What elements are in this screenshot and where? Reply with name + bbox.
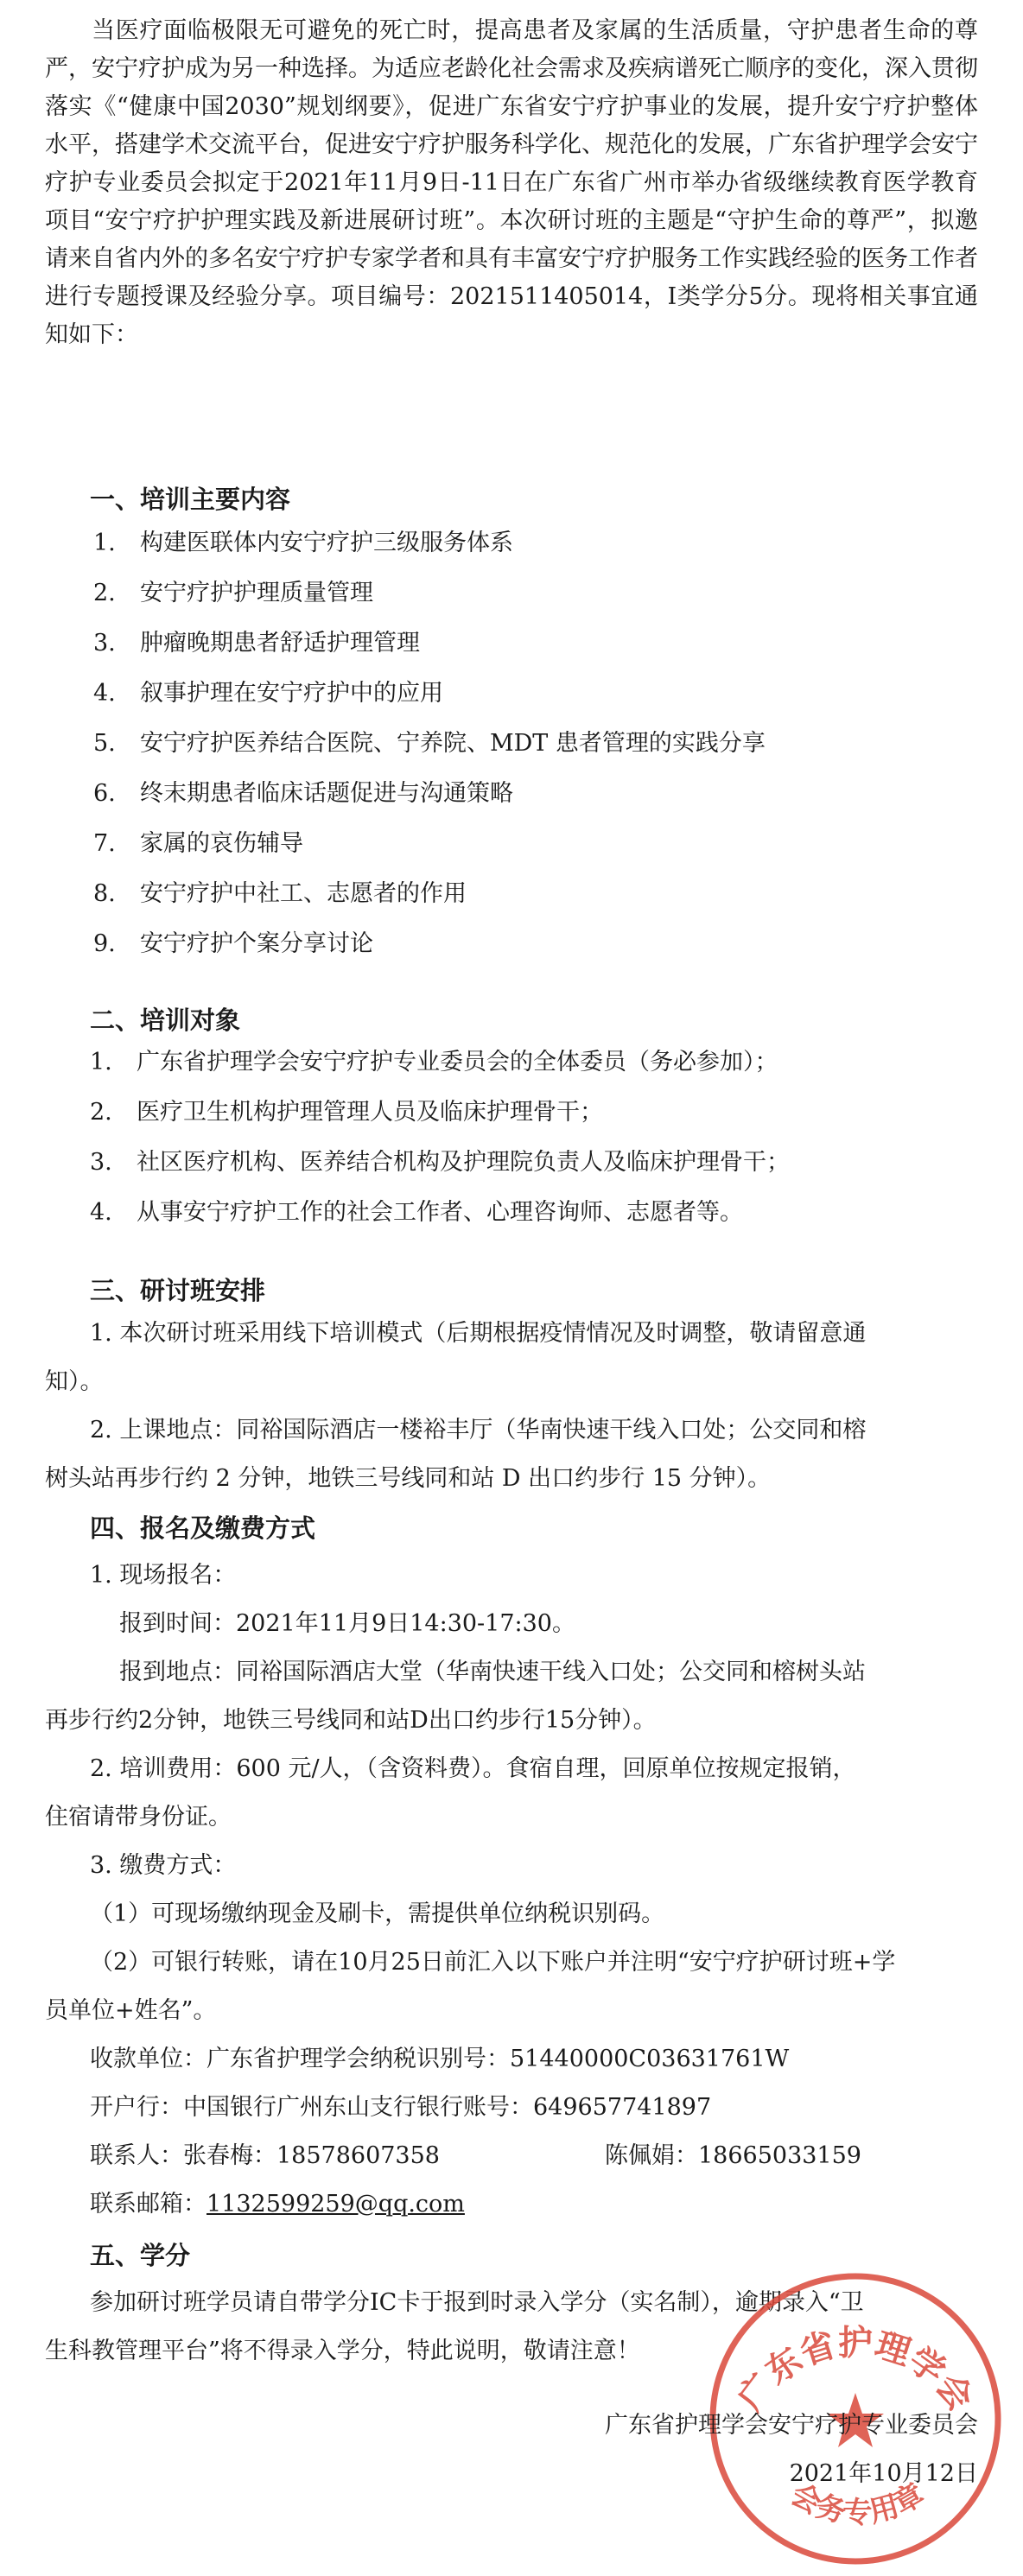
section1-list-item — [93, 930, 373, 959]
section3-p2-line2: 树头站再步行约 2 分钟，地铁三号线同和站 D 出口约步行 15 分钟）。 — [45, 1465, 772, 1492]
payment-option-1: （1）可现场缴纳现金及刷卡，需提供单位纳税识别码。 — [90, 1900, 665, 1927]
section3-p1-line1: 1. 本次研讨班采用线下培训模式（后期根据疫情情况及时调整，敬请留意通 — [90, 1320, 867, 1347]
contact-email-row — [90, 2190, 465, 2219]
contact-person-2: 陈佩娟：18665033159 — [605, 2142, 861, 2169]
section3-p2-line1: 2. 上课地点：同裕国际酒店一楼裕丰厅（华南快速干线入口处；公交同和榕 — [90, 1417, 867, 1443]
seal-text-top: 广东省护理学会 — [729, 2322, 982, 2419]
payee-info: 收款单位：广东省护理学会纳税识别号：51440000C03631761W — [90, 2046, 790, 2072]
section2-list-item — [90, 1198, 743, 1228]
section1-list-item-text: 构建医联体内安宁疗护三级服务体系 — [140, 530, 513, 556]
section5-line2: 生科教管理平台”将不得录入学分，特此说明，敬请注意！ — [45, 2338, 640, 2364]
section1-list-item — [93, 879, 467, 909]
section1-list-item — [93, 729, 766, 758]
section2-list-item-text: 医疗卫生机构护理管理人员及临床护理骨干； — [137, 1099, 603, 1126]
seal-text-bottom: 会务专用章 — [785, 2477, 931, 2531]
contact-email-link[interactable]: 1132599259@qq.com — [207, 2191, 465, 2218]
section1-list-item-text: 叙事护理在安宁疗护中的应用 — [140, 680, 443, 707]
section3-p1-line2: 知）。 — [45, 1368, 104, 1395]
section1-title: 一、培训主要内容 — [90, 485, 291, 514]
section1-list-item-text: 安宁疗护护理质量管理 — [140, 580, 373, 606]
section1-list-item-number: 8. — [93, 880, 116, 907]
signature-date: 2021年10月12日 — [789, 2460, 978, 2487]
section2-list-item — [90, 1048, 778, 1077]
section1-list-item — [93, 529, 513, 558]
section1-list-item-number: 9. — [93, 930, 116, 957]
section1-list-item-number: 5. — [93, 730, 116, 757]
contact-person-1: 联系人：张春梅：18578607358 — [90, 2142, 440, 2169]
section2-list-item-text: 广东省护理学会安宁疗护专业委员会的全体委员（务必参加）； — [137, 1049, 778, 1075]
section1-list-item-number: 4. — [93, 680, 116, 707]
payment-option-2-line1: （2）可银行转账，请在10月25日前汇入以下账户并注明“安宁疗护研讨班+学 — [90, 1949, 896, 1976]
section2-list-item — [90, 1148, 790, 1177]
section2-list-item-number: 2. — [90, 1099, 112, 1126]
section1-list-item-number: 3. — [93, 630, 116, 657]
registration-time: 报到时间：2021年11月9日14:30-17:30。 — [119, 1610, 575, 1637]
section1-list-item-number: 6. — [93, 780, 116, 807]
section2-list-item — [90, 1098, 603, 1127]
section1-list-item-text: 终末期患者临床话题促进与沟通策略 — [140, 780, 513, 807]
section5-title: 五、学分 — [90, 2241, 191, 2270]
section2-list-item-number: 4. — [90, 1199, 112, 1226]
section1-list-item-number: 7. — [93, 830, 116, 857]
contact-email-label: 联系邮箱： — [90, 2191, 207, 2218]
section5-line1: 参加研讨班学员请自带学分IC卡于报到时录入学分（实名制），逾期录入“卫 — [90, 2289, 864, 2316]
section1-list-item — [93, 829, 303, 859]
bank-info: 开户行：中国银行广州东山支行银行账号：649657741897 — [90, 2094, 712, 2121]
section1-list-item-text: 安宁疗护中社工、志愿者的作用 — [140, 880, 467, 907]
section1-list-item — [93, 679, 443, 708]
section2-list-item-number: 1. — [90, 1049, 112, 1075]
intro-paragraph: 当医疗面临极限无可避免的死亡时，提高患者及家属的生活质量，守护患者生命的尊严，安宁疗护成为另一种选择。为适应老龄化社会需求及疾病谱死亡顺序的变化，深入贯彻落实《“健康中国2030”规划纲要》，促进广东省安宁疗护事业的发展，提升安宁疗护整体水平，搭建学术交流平台，促进安宁疗护服务科学化、规范化的发展，广东省护理学会安宁疗护专业委员会拟定于2021年11月9日-11日在广东省广州市举办省级继续教育医学教育项目“安宁疗护护理实践及新进展研讨班”。本次研讨班的主题是“守护生命的尊严”，拟邀请来自省内外的多名安宁疗护专家学者和具有丰富安宁疗护服务工作实践经验的医务工作者进行专题授课及经验分享。项目编号：2021511405014，I类学分5分。现将相关事宜通知如下： — [45, 17, 978, 348]
signature-org: 广东省护理学会安宁疗护专业委员会 — [605, 2412, 978, 2439]
registration-place-line2: 再步行约2分钟，地铁三号线同和站D出口约步行15分钟）。 — [45, 1707, 657, 1734]
fee-line2: 住宿请带身份证。 — [45, 1804, 232, 1830]
section2-list-item-text: 从事安宁疗护工作的社会工作者、心理咨询师、志愿者等。 — [137, 1199, 743, 1226]
section2-list-item-number: 3. — [90, 1149, 112, 1176]
section1-list-item — [93, 579, 373, 608]
section1-list-item-text: 安宁疗护医养结合医院、宁养院、MDT 患者管理的实践分享 — [140, 730, 766, 757]
section1-list-item-text: 家属的哀伤辅导 — [140, 830, 303, 857]
registration-place-line1: 报到地点：同裕国际酒店大堂（华南快速干线入口处；公交同和榕树头站 — [119, 1659, 866, 1685]
section4-title: 四、报名及缴费方式 — [90, 1513, 316, 1543]
section1-list-item-number: 1. — [93, 530, 116, 556]
onsite-registration-label: 1. 现场报名： — [90, 1562, 237, 1589]
section1-list-item — [93, 629, 420, 658]
section2-title: 二、培训对象 — [90, 1006, 241, 1035]
section2-list-item-text: 社区医疗机构、医养结合机构及护理院负责人及临床护理骨干； — [137, 1149, 790, 1176]
section1-list-item-text: 安宁疗护个案分享讨论 — [140, 930, 373, 957]
section1-list-item-number: 2. — [93, 580, 116, 606]
section1-list-item-text: 肿瘤晚期患者舒适护理管理 — [140, 630, 420, 657]
payment-label: 3. 缴费方式： — [90, 1852, 237, 1879]
fee-line1: 2. 培训费用：600 元/人，（含资料费）。食宿自理，回原单位按规定报销， — [90, 1755, 856, 1782]
section1-list-item — [93, 779, 513, 809]
payment-option-2-line2: 员单位+姓名”。 — [45, 1997, 217, 2024]
section3-title: 三、研讨班安排 — [90, 1276, 266, 1305]
